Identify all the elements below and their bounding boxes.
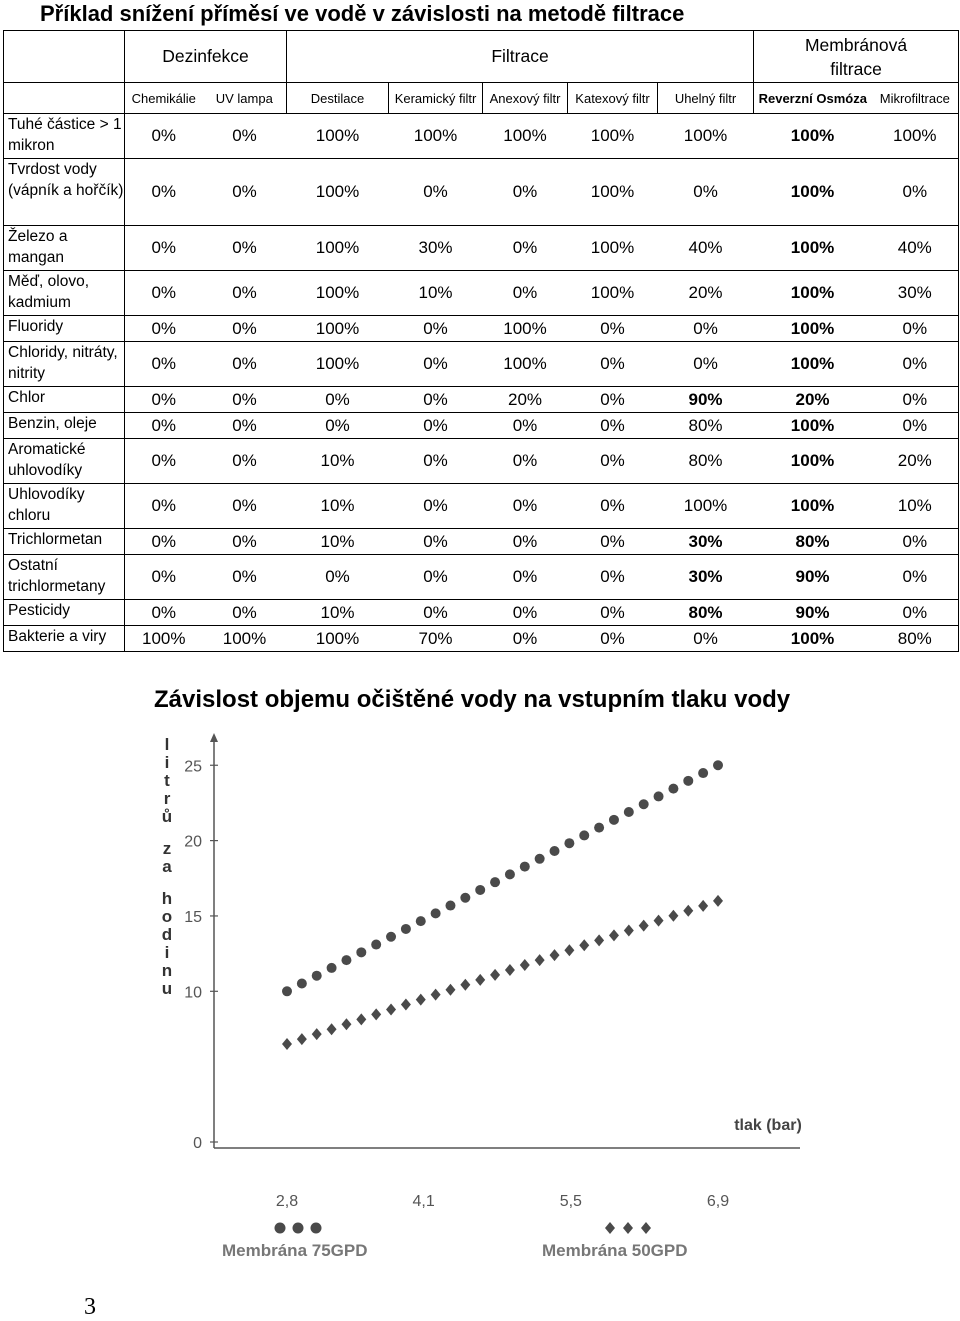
table-row [4, 387, 959, 413]
table-cell: 0% [203, 413, 287, 439]
table-cell: 100% [287, 226, 389, 271]
table-cell: 30% [658, 555, 754, 600]
table-row [4, 626, 959, 652]
table-row [4, 555, 959, 600]
column-header: Anexový filtr [483, 83, 568, 114]
table-row [4, 159, 959, 226]
table-cell: 100% [658, 484, 754, 529]
table-cell: 10% [287, 600, 389, 626]
series-50gpd-point [297, 1033, 307, 1045]
table-cell: 100% [483, 342, 568, 387]
table-cell: 0% [125, 439, 203, 484]
row-label: Měď, olovo, kadmium [4, 271, 125, 316]
series-50gpd-point [371, 1008, 381, 1020]
table-cell: 0% [203, 159, 287, 226]
x-tick-group [276, 1193, 729, 1210]
table-cell: 0% [389, 484, 483, 529]
table-cell: 100% [754, 626, 872, 652]
table-cell: 0% [125, 114, 203, 159]
table-cell: 10% [287, 529, 389, 555]
series-50gpd-point [416, 994, 426, 1006]
series-50gpd-point [475, 974, 485, 986]
table-cell: 10% [389, 271, 483, 316]
table-cell: 100% [287, 342, 389, 387]
y-label-letter: t [164, 771, 170, 790]
legend-marker [605, 1222, 615, 1234]
table-cell: 30% [658, 529, 754, 555]
table-cell: 0% [483, 159, 568, 226]
table-cell: 90% [754, 555, 872, 600]
series-75gpd-point [401, 924, 411, 934]
y-label-letter: i [164, 943, 170, 962]
y-label-letter: a [162, 857, 172, 876]
y-axis-label [162, 735, 172, 998]
series-75gpd-point [475, 885, 485, 895]
table-cell: 100% [483, 316, 568, 342]
table-cell: 0% [483, 271, 568, 316]
series-75gpd-point [579, 830, 589, 840]
series-75gpd-point [327, 963, 337, 973]
series-50gpd-point [639, 920, 649, 932]
table-cell: 80% [754, 529, 872, 555]
table-row [4, 316, 959, 342]
series-75gpd-point [505, 869, 515, 879]
series-75gpd-point [490, 877, 500, 887]
table-cell: 0% [125, 271, 203, 316]
table-cell: 0% [872, 529, 959, 555]
table-cell: 20% [872, 439, 959, 484]
table-cell: 100% [287, 316, 389, 342]
series-50gpd-point [341, 1018, 351, 1030]
table-cell: 0% [125, 529, 203, 555]
table-cell: 0% [872, 342, 959, 387]
table-cell: 100% [287, 626, 389, 652]
row-label: Fluoridy [4, 316, 125, 342]
series-50gpd-point [713, 895, 723, 907]
table-cell: 0% [568, 387, 658, 413]
series-75gpd-point [282, 986, 292, 996]
column-header: Katexový filtr [568, 83, 658, 114]
series-75gpd-point [609, 815, 619, 825]
series-75gpd-point [416, 916, 426, 926]
table-cell: 40% [658, 226, 754, 271]
table-cell: 0% [389, 342, 483, 387]
series-75gpd-point [445, 901, 455, 911]
table-cell: 0% [287, 387, 389, 413]
row-label: Chlor [4, 387, 125, 413]
y-label-letter: n [161, 961, 173, 980]
table-cell: 0% [125, 413, 203, 439]
table-cell: 0% [389, 600, 483, 626]
table-cell: 30% [389, 226, 483, 271]
table-cell: 0% [389, 529, 483, 555]
series-50gpd-point [654, 915, 664, 927]
legend-marker [641, 1222, 651, 1234]
series-75gpd-point [713, 760, 723, 770]
table-cell: 0% [125, 600, 203, 626]
table-cell: 0% [203, 439, 287, 484]
table-cell: 0% [203, 271, 287, 316]
table-cell: 10% [287, 439, 389, 484]
table-cell: 80% [658, 600, 754, 626]
column-header: UV lampa [203, 83, 287, 114]
table-row [4, 413, 959, 439]
y-label-letter: i [164, 753, 170, 772]
series-50gpd-point [445, 984, 455, 996]
series-75gpd-point [639, 799, 649, 809]
table-cell: 0% [658, 316, 754, 342]
table-row [4, 600, 959, 626]
table-cell: 100% [754, 159, 872, 226]
y-tick-label: 15 [184, 908, 202, 926]
series-50gpd-point [431, 989, 441, 1001]
table-cell: 0% [483, 626, 568, 652]
series-75gpd-point [564, 838, 574, 848]
table-cell: 0% [125, 159, 203, 226]
column-header: Destilace [287, 83, 389, 114]
page-number: 3 [84, 1294, 96, 1320]
table-cell: 0% [872, 159, 959, 226]
table-cell: 100% [125, 626, 203, 652]
table-cell: 90% [754, 600, 872, 626]
series-50gpd-point [564, 944, 574, 956]
table-row [4, 114, 959, 159]
table-cell: 100% [389, 114, 483, 159]
series-75gpd-point [460, 893, 470, 903]
table-cell: 0% [483, 484, 568, 529]
x-tick-label: 2,8 [275, 1193, 299, 1210]
table-cell: 0% [125, 387, 203, 413]
pressure-flow-chart [140, 728, 830, 1273]
legend-marker [275, 1223, 286, 1234]
series-50gpd-point [282, 1038, 292, 1050]
table-cell: 100% [754, 114, 872, 159]
table-cell: 0% [287, 555, 389, 600]
table-cell: 0% [568, 342, 658, 387]
table-cell: 100% [287, 159, 389, 226]
table-cell: 0% [658, 342, 754, 387]
series-75gpd-point [297, 979, 307, 989]
series-50gpd-point [490, 969, 500, 981]
table-cell: 0% [483, 555, 568, 600]
table-cell: 100% [203, 626, 287, 652]
table-cell: 80% [872, 626, 959, 652]
table-cell: 20% [483, 387, 568, 413]
series-50gpd-point [460, 979, 470, 991]
row-label: Trichlormetan [4, 529, 125, 555]
series-50gpd-point [624, 925, 634, 937]
table-cell: 100% [754, 439, 872, 484]
table-cell: 100% [568, 226, 658, 271]
table-row [4, 484, 959, 529]
table-cell: 100% [568, 271, 658, 316]
table-cell: 10% [872, 484, 959, 529]
table-cell: 0% [483, 439, 568, 484]
table-row [4, 226, 959, 271]
table-cell: 90% [658, 387, 754, 413]
series-50gpd-point [550, 949, 560, 961]
table-row [4, 439, 959, 484]
table-cell: 0% [568, 626, 658, 652]
table-cell: 0% [389, 439, 483, 484]
row-label: Aromatické uhlovodíky [4, 439, 125, 484]
table-cell: 10% [287, 484, 389, 529]
table-cell: 100% [287, 114, 389, 159]
table-cell: 100% [872, 114, 959, 159]
category-filtrace: Filtrace [287, 31, 754, 83]
series-75gpd-point [654, 791, 664, 801]
x-tick-label: 4,1 [412, 1193, 435, 1210]
y-tick-group [184, 758, 218, 1152]
table-cell: 0% [203, 387, 287, 413]
x-tick-label: 5,5 [559, 1193, 582, 1210]
row-label: Bakterie a viry [4, 626, 125, 652]
series-50gpd-point [683, 905, 693, 917]
table-cell: 0% [203, 484, 287, 529]
row-label: Uhlovodíky chloru [4, 484, 125, 529]
scatter-points [282, 760, 723, 1050]
row-label: Pesticidy [4, 600, 125, 626]
table-cell: 100% [754, 484, 872, 529]
series-75gpd-point [431, 908, 441, 918]
table-row [4, 342, 959, 387]
filtration-matrix-table [3, 30, 959, 652]
y-label-letter: o [161, 907, 173, 926]
column-header: Mikrofiltrace [872, 83, 959, 114]
series-50gpd-point [505, 964, 515, 976]
chart-title: Závislost objemu očištěné vody na vstupním tlaku vody [154, 686, 791, 713]
y-label-letter: r [163, 789, 171, 808]
category-membranova-line2: filtrace [830, 58, 882, 79]
table-cell: 0% [483, 226, 568, 271]
legend-label: Membrána 75GPD [222, 1241, 368, 1260]
table-cell: 0% [125, 342, 203, 387]
table-cell: 0% [568, 439, 658, 484]
table-corner-cell-2 [4, 83, 125, 114]
table-cell: 0% [389, 413, 483, 439]
series-75gpd-point [668, 784, 678, 794]
table-cell: 0% [568, 529, 658, 555]
column-header: Chemikálie [125, 83, 203, 114]
table-cell: 0% [872, 316, 959, 342]
series-50gpd-point [668, 910, 678, 922]
table-cell: 0% [872, 387, 959, 413]
table-cell: 0% [203, 600, 287, 626]
table-cell: 0% [203, 529, 287, 555]
table-cell: 80% [658, 413, 754, 439]
table-cell: 100% [754, 316, 872, 342]
x-axis-label: tlak (bar) [734, 1117, 802, 1134]
row-label: Železo a mangan [4, 226, 125, 271]
table-cell: 0% [872, 600, 959, 626]
y-axis-arrow [210, 733, 218, 742]
table-row [4, 529, 959, 555]
row-label: Benzin, oleje [4, 413, 125, 439]
series-50gpd-point [401, 999, 411, 1011]
series-50gpd-point [698, 900, 708, 912]
series-75gpd-point [535, 854, 545, 864]
table-cell: 0% [568, 413, 658, 439]
series-75gpd-point [550, 846, 560, 856]
row-label: Ostatní trichlormetany [4, 555, 125, 600]
series-75gpd-point [698, 768, 708, 778]
y-label-letter: z [162, 839, 172, 858]
row-label: Tuhé částice > 1 mikron [4, 114, 125, 159]
table-cell: 0% [203, 114, 287, 159]
series-75gpd-point [624, 807, 634, 817]
table-cell: 0% [203, 555, 287, 600]
table-cell: 0% [483, 529, 568, 555]
series-50gpd-point [386, 1003, 396, 1015]
series-75gpd-point [371, 940, 381, 950]
y-label-letter: h [161, 889, 173, 908]
chart-legend [222, 1222, 688, 1260]
table-cell: 20% [754, 387, 872, 413]
series-50gpd-point [356, 1013, 366, 1025]
row-label: Chloridy, nitráty, nitrity [4, 342, 125, 387]
series-75gpd-point [341, 955, 351, 965]
table-cell: 0% [568, 316, 658, 342]
table-cell: 0% [125, 484, 203, 529]
column-header: Uhelný filtr [658, 83, 754, 114]
table-cell: 0% [389, 555, 483, 600]
table-cell: 0% [125, 555, 203, 600]
table-cell: 0% [872, 413, 959, 439]
series-50gpd-point [535, 954, 545, 966]
column-header: Reverzní Osmóza [754, 83, 872, 114]
series-50gpd-point [579, 939, 589, 951]
table-cell: 0% [568, 484, 658, 529]
y-tick-label: 10 [184, 984, 202, 1002]
y-label-letter: l [164, 735, 170, 754]
table-cell: 0% [287, 413, 389, 439]
table-cell: 0% [203, 316, 287, 342]
row-label: Tvrdost vody (vápník a hořčík) [4, 159, 125, 226]
table-corner-cell [4, 31, 125, 83]
y-label-letter: ů [161, 807, 173, 826]
table-cell: 30% [872, 271, 959, 316]
table-cell: 80% [658, 439, 754, 484]
category-dezinfekce: Dezinfekce [125, 31, 287, 83]
series-75gpd-point [520, 862, 530, 872]
series-75gpd-point [594, 823, 604, 833]
table-cell: 70% [389, 626, 483, 652]
table-cell: 0% [568, 600, 658, 626]
table-cell: 0% [203, 342, 287, 387]
table-cell: 0% [658, 626, 754, 652]
series-50gpd-point [520, 959, 530, 971]
table-cell: 0% [483, 600, 568, 626]
legend-label: Membrána 50GPD [542, 1241, 688, 1260]
table-cell: 0% [389, 316, 483, 342]
series-50gpd-point [312, 1028, 322, 1040]
table-cell: 100% [754, 226, 872, 271]
table-cell: 100% [754, 271, 872, 316]
table-cell: 40% [872, 226, 959, 271]
table-cell: 100% [754, 342, 872, 387]
table-cell: 0% [389, 387, 483, 413]
table-cell: 0% [568, 555, 658, 600]
column-header: Keramický filtr [389, 83, 483, 114]
table-cell: 0% [125, 316, 203, 342]
y-label-letter: d [161, 925, 173, 944]
series-50gpd-point [594, 934, 604, 946]
table-row [4, 271, 959, 316]
document-title: Příklad snížení příměsí ve vodě v závislosti na metodě filtrace [40, 1, 685, 26]
x-tick-label: 6,9 [706, 1193, 730, 1210]
table-cell: 100% [483, 114, 568, 159]
table-cell: 0% [389, 159, 483, 226]
series-50gpd-point [609, 929, 619, 941]
legend-marker [293, 1223, 304, 1234]
category-membranova-line1: Membránová [804, 34, 908, 55]
series-75gpd-point [312, 971, 322, 981]
y-tick-label: 20 [184, 833, 202, 851]
table-cell: 100% [568, 114, 658, 159]
table-cell: 0% [483, 413, 568, 439]
table-cell: 0% [203, 226, 287, 271]
table-cell: 100% [568, 159, 658, 226]
y-label-letter: u [161, 979, 173, 998]
table-cell: 100% [754, 413, 872, 439]
y-tick-label: 0 [193, 1135, 202, 1152]
y-tick-label: 25 [184, 758, 202, 776]
table-cell: 0% [125, 226, 203, 271]
table-cell: 100% [658, 114, 754, 159]
legend-marker [311, 1223, 322, 1234]
series-75gpd-point [356, 947, 366, 957]
series-75gpd-point [683, 776, 693, 786]
table-cell: 0% [658, 159, 754, 226]
table-cell: 100% [287, 271, 389, 316]
legend-marker [623, 1222, 633, 1234]
table-cell: 0% [872, 555, 959, 600]
series-50gpd-point [327, 1023, 337, 1035]
series-75gpd-point [386, 932, 396, 942]
table-cell: 20% [658, 271, 754, 316]
category-membranova-filtrace [754, 31, 959, 83]
